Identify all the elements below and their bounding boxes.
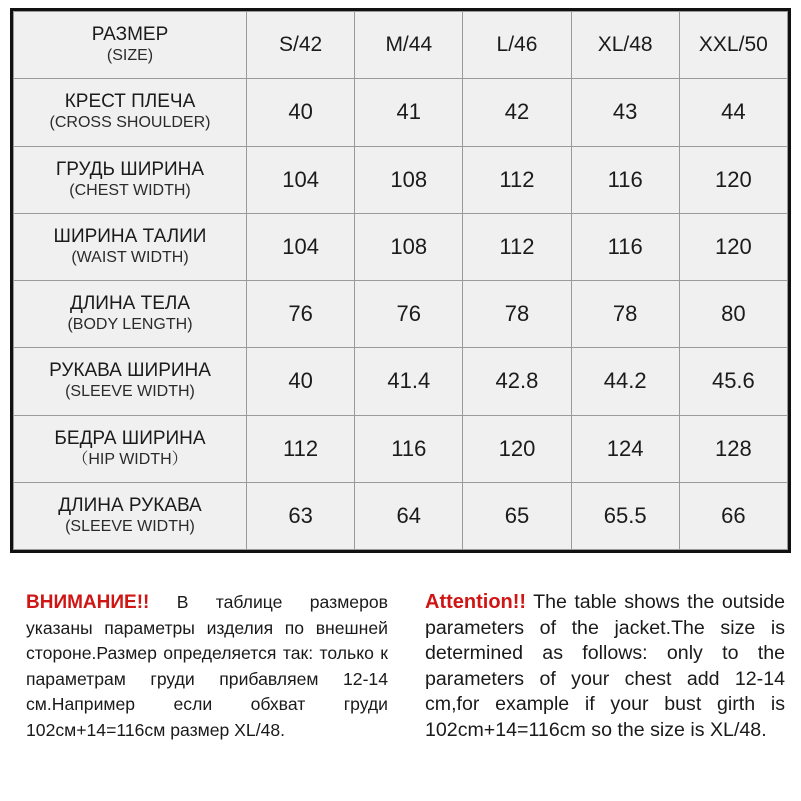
- measurement-label-en: (SLEEVE WIDTH): [65, 383, 195, 401]
- header-label-cell: [14, 12, 247, 79]
- warning-title-ru: ВНИМАНИЕ!!: [26, 592, 150, 613]
- measurement-label-cell: [14, 281, 247, 348]
- measurement-label-cell: [14, 213, 247, 280]
- measurement-label-cell: [14, 348, 247, 415]
- size-header-cell: S/42: [247, 12, 355, 79]
- size-header-cell: M/44: [355, 12, 463, 79]
- table-row: [14, 213, 788, 280]
- measurement-value-cell: 120: [463, 415, 571, 482]
- measurement-value-cell: 120: [679, 146, 787, 213]
- measurement-value-cell: 116: [571, 213, 679, 280]
- measurement-value-cell: 64: [355, 482, 463, 549]
- table-row: [14, 482, 788, 549]
- size-header-row: [14, 12, 788, 79]
- size-header-cell: L/46: [463, 12, 571, 79]
- measurement-value-cell: 42.8: [463, 348, 571, 415]
- measurement-value-cell: 41: [355, 79, 463, 146]
- size-header-cell: XXL/50: [679, 12, 787, 79]
- measurement-label-en: (CHEST WIDTH): [69, 181, 191, 199]
- measurement-label-ru: ДЛИНА РУКАВА: [58, 494, 202, 516]
- measurement-value-cell: 104: [247, 213, 355, 280]
- header-label-ru: РАЗМЕР: [91, 24, 169, 46]
- measurement-label-ru: КРЕСТ ПЛЕЧА: [64, 91, 196, 113]
- measurement-value-cell: 65.5: [571, 482, 679, 549]
- measurement-label-ru: ДЛИНА ТЕЛА: [69, 293, 191, 315]
- measurement-value-cell: 44: [679, 79, 787, 146]
- measurement-value-cell: 40: [247, 79, 355, 146]
- note-text-ru: В таблице размеров указаны параметры изделия по внешней стороне.Размер определяется так: только к параметрам груди прибавляем 12-14 см.Например если обхват груди 102см+14=116см размер XL/48.: [26, 592, 388, 740]
- measurement-label-en: (CROSS SHOULDER): [49, 114, 211, 132]
- measurement-value-cell: 112: [463, 146, 571, 213]
- note-text-en: The table shows the outside parameters of the jacket.The size is determined as follows: only to the parameters of your chest add 12-14 cm,for example if your bust girth is 102cm+14=116cm so the size is XL/48.: [425, 591, 785, 741]
- table-row: [14, 79, 788, 146]
- measurement-label-cell: [14, 79, 247, 146]
- measurement-label-en: (SLEEVE WIDTH): [65, 517, 195, 535]
- measurement-value-cell: 44.2: [571, 348, 679, 415]
- measurement-value-cell: 41.4: [355, 348, 463, 415]
- table-row: [14, 146, 788, 213]
- measurement-label-en: (WAIST WIDTH): [71, 248, 189, 266]
- measurement-label-ru: ГРУДЬ ШИРИНА: [55, 158, 205, 180]
- measurement-value-cell: 108: [355, 146, 463, 213]
- table-row: [14, 348, 788, 415]
- measurement-value-cell: 108: [355, 213, 463, 280]
- measurement-value-cell: 120: [679, 213, 787, 280]
- header-label-en: (SIZE): [106, 47, 154, 65]
- table-row: [14, 415, 788, 482]
- note-russian: [26, 590, 388, 743]
- measurement-label-cell: [14, 146, 247, 213]
- measurement-value-cell: 78: [463, 281, 571, 348]
- warning-title-en: Attention!!: [425, 591, 527, 613]
- size-chart-table: [10, 8, 791, 553]
- measurement-value-cell: 76: [247, 281, 355, 348]
- measurement-label-ru: ШИРИНА ТАЛИИ: [53, 225, 207, 247]
- measurement-value-cell: 42: [463, 79, 571, 146]
- measurement-value-cell: 112: [247, 415, 355, 482]
- table-row: [14, 281, 788, 348]
- measurement-value-cell: 78: [571, 281, 679, 348]
- measurement-value-cell: 124: [571, 415, 679, 482]
- note-english: [425, 590, 785, 743]
- measurement-value-cell: 40: [247, 348, 355, 415]
- measurement-value-cell: 128: [679, 415, 787, 482]
- measurement-value-cell: 80: [679, 281, 787, 348]
- measurement-label-cell: [14, 415, 247, 482]
- measurement-value-cell: 76: [355, 281, 463, 348]
- measurement-value-cell: 116: [355, 415, 463, 482]
- measurement-value-cell: 104: [247, 146, 355, 213]
- measurement-label-cell: [14, 482, 247, 549]
- measurement-value-cell: 116: [571, 146, 679, 213]
- measurement-value-cell: 112: [463, 213, 571, 280]
- notes-section: [0, 590, 801, 801]
- measurement-value-cell: 66: [679, 482, 787, 549]
- measurement-value-cell: 43: [571, 79, 679, 146]
- measurement-value-cell: 65: [463, 482, 571, 549]
- measurement-label-en: (BODY LENGTH): [67, 316, 193, 334]
- measurement-label-ru: БЕДРА ШИРИНА: [54, 427, 206, 449]
- measurement-label-en: （HIP WIDTH）: [72, 450, 188, 468]
- measurement-value-cell: 45.6: [679, 348, 787, 415]
- measurement-label-ru: РУКАВА ШИРИНА: [49, 360, 211, 382]
- size-header-cell: XL/48: [571, 12, 679, 79]
- measurement-value-cell: 63: [247, 482, 355, 549]
